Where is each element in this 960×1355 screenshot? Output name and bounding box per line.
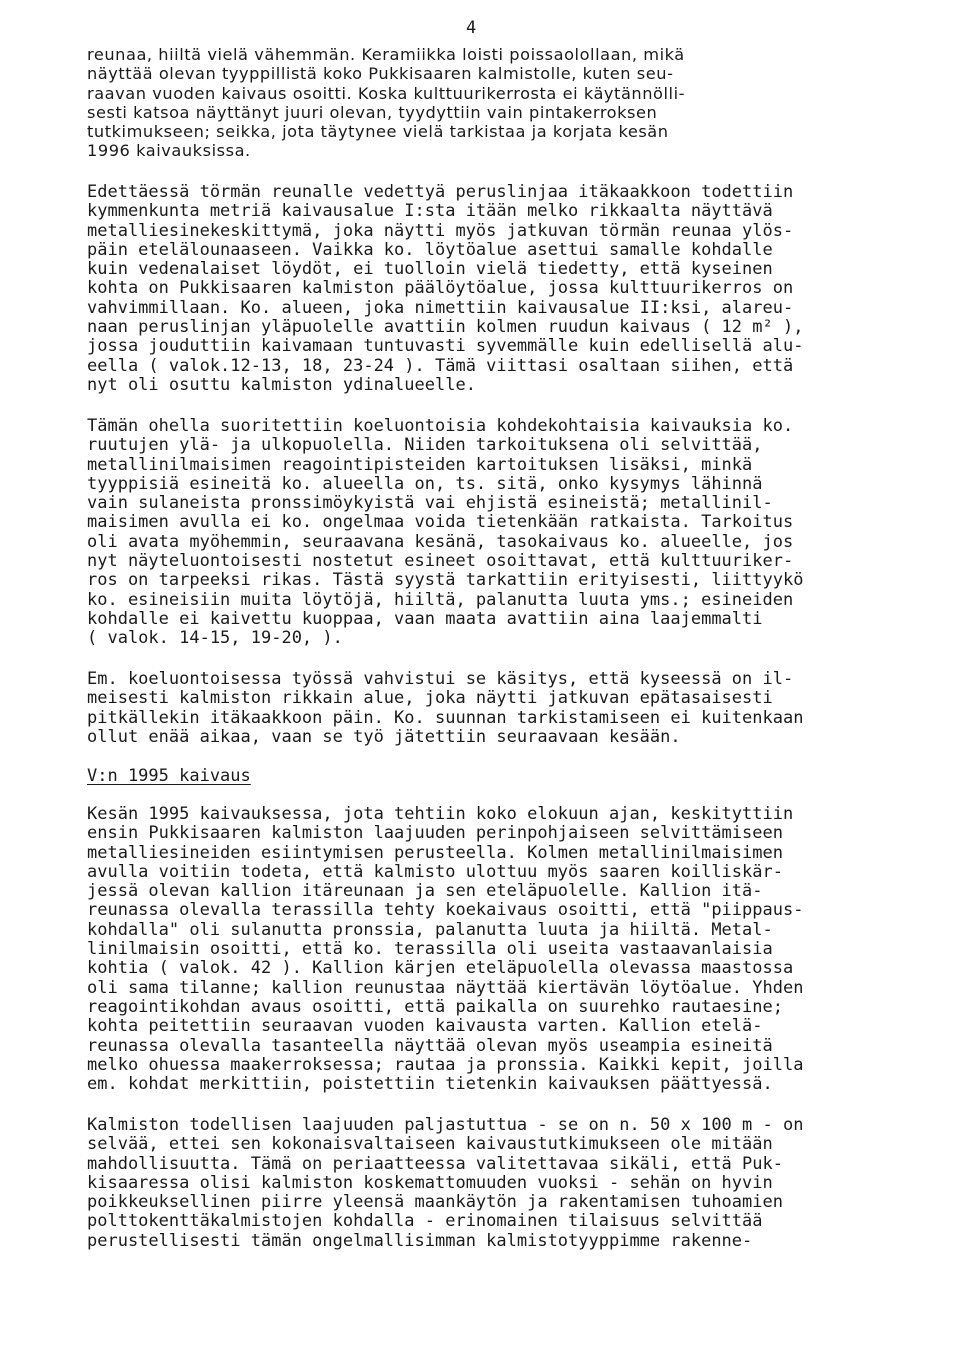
text-line: reagointikohdan avaus osoitti, että paikalla on suurehko rautaesine;	[87, 996, 783, 1017]
text-line: kohdalla" oli sulanutta pronssia, palanutta luuta ja hiiltä. Metal-	[87, 919, 773, 940]
text-line: ( valok. 14-15, 19-20, ).	[87, 628, 343, 649]
text-line: polttokenttäkalmistojen kohdalla - erinomainen tilaisuus selvittää	[87, 1211, 763, 1232]
text-line: Kesän 1995 kaivauksessa, jota tehtiin koko elokuun ajan, keskityttiin	[87, 804, 794, 824]
text-line: ko. esineisiin muita löytöjä, hiiltä, palanutta luuta yms.; esineiden	[87, 589, 794, 610]
page-number: 4	[466, 18, 477, 38]
text-line: kymmenkunta metriä kaivausalue I:sta itään melko rikkaalta näyttävä	[87, 201, 773, 222]
text-line: vahvimmillaan. Ko. alueen, joka nimettiin kaivausalue II:ksi, alareu-	[87, 297, 794, 318]
text-line: ollut enää aikaa, vaan se työ jätettiin seuraavaan kesään.	[87, 726, 681, 747]
text-line: Kalmiston todellisen laajuuden paljastuttua - se on n. 50 x 100 m - on	[87, 1115, 804, 1135]
text-line: kohta on Pukkisaaren kalmiston päälöytöalue, jossa kulttuurikerros on	[87, 278, 794, 299]
text-line: Tämän ohella suoritettiin koeluontoisia kohdekohtaisia kaivauksia ko.	[87, 416, 794, 436]
text-line: kohta peitettiin seuraavan vuoden kaivausta varten. Kallion etelä-	[87, 1016, 763, 1037]
text-line: näyttää olevan tyyppillistä koko Pukkisaaren kalmistolle, kuten seu-	[87, 64, 674, 84]
text-line: poikkeuksellinen piirre yleensä maankäytön ja rakentamisen tuhoamien	[87, 1192, 783, 1213]
text-line: meisesti kalmiston rikkain alue, joka näytti jatkuvan epätasaisesti	[87, 688, 773, 709]
text-line: kohtia ( valok. 42 ). Kallion kärjen eteläpuolella olevassa maastossa	[87, 958, 794, 979]
text-line: kuin vedenalaiset löydöt, ei tuolloin vielä tiedetty, että kyseinen	[87, 259, 773, 280]
text-line: Edettäessä törmän reunalle vedettyä peruslinjaa itäkaakkoon todettiin	[87, 182, 794, 202]
text-line: nyt näyteluontoisesti nostetut esineet osoittavat, että kulttuuriker-	[87, 551, 794, 572]
text-line: ros on tarpeeksi rikas. Tästä syystä tarkattiin erityisesti, liittyykö	[87, 570, 804, 591]
text-line: linilmaisin osoitti, että ko. terassilla oli useita vastaavanlaisia	[87, 939, 773, 960]
paragraph-3	[87, 417, 917, 649]
text-line: raavan vuoden kaivaus osoitti. Koska kulttuurikerrosta ei käytännölli-	[87, 83, 686, 103]
section-heading: V:n 1995 kaivaus	[87, 766, 251, 786]
text-line: em. kohdat merkittiin, poistettiin tietenkin kaivauksen päättyessä.	[87, 1074, 773, 1095]
text-line: kisaaressa olisi kalmiston koskemattomuuden vuoksi - sehän on hyvin	[87, 1172, 773, 1193]
text-line: sesti katsoa näyttänyt juuri olevan, tyydyttiin vain pintakerroksen	[87, 102, 658, 122]
text-line: melko ohuessa maakerroksessa; rautaa ja pronssia. Kaikki kepit, joilla	[87, 1054, 804, 1075]
text-line: kohdalle ei kaivettu kuoppaa, vaan maata avattiin aina laajemmalti	[87, 608, 763, 629]
text-line: naan peruslinjan yläpuolelle avattiin kolmen ruudun kaivaus ( 12 m² ),	[87, 317, 804, 338]
text-line: metallinilmaisimen reagointipisteiden kartoituksen lisäksi, minkä	[87, 454, 753, 475]
text-line: nyt oli osuttu kalmiston ydinalueelle.	[87, 374, 476, 395]
text-line: vain sulaneista pronssimöykyistä vai ehjistä esineistä; metallinil-	[87, 493, 773, 514]
text-line: reunaa, hiiltä vielä vähemmän. Keramiikka loisti poissaolollaan, mikä	[87, 45, 685, 64]
text-line: jessä olevan kallion itäreunaan ja sen eteläpuolelle. Kallion itä-	[87, 881, 763, 902]
text-line: selvää, ettei sen kokonaisvaltaiseen kaivaustutkimukseen ole mitään	[87, 1134, 773, 1155]
text-line: mahdollisuutta. Tämä on periaatteessa valitettavaa sikäli, että Puk-	[87, 1153, 783, 1174]
paragraph-2	[87, 183, 917, 395]
text-line: päin etelälounaaseen. Vaikka ko. löytöalue asettui samalle kohdalle	[87, 239, 773, 260]
text-line: metalliesineiden esiintymisen perusteella. Kolmen metallinilmaisimen	[87, 842, 783, 863]
text-line: reunassa olevalla tasanteella näyttää olevan myös useampia esineitä	[87, 1035, 773, 1056]
text-line: reunassa olevalla terassilla tehty koekaivaus osoitti, että "piippaus-	[87, 900, 804, 921]
text-line: tyyppisiä esineitä ko. alueella on, ts. sitä, onko kysymys lähinnä	[87, 473, 763, 494]
text-line: maisimen avulla ei ko. ongelmaa voida tietenkään ratkaista. Tarkoitus	[87, 512, 794, 533]
text-line: tutkimukseen; seikka, jota täytynee vielä tarkistaa ja korjata kesän	[87, 122, 669, 142]
text-line: eella ( valok.12-13, 18, 23-24 ). Tämä viittasi osaltaan siihen, että	[87, 355, 794, 376]
text-line: ruutujen ylä- ja ulkopuolella. Niiden tarkoituksena oli selvittää,	[87, 435, 763, 456]
paragraph-4	[87, 670, 917, 747]
text-line: perustellisesti tämän ongelmallisimman kalmistotyyppimme rakenne-	[87, 1230, 753, 1251]
text-line: oli sama tilanne; kallion reunustaa näyttää kiertävän löytöalue. Yhden	[87, 977, 804, 998]
paragraph-1	[87, 45, 917, 161]
text-line: jossa jouduttiin kaivamaan tuntuvasti syvemmälle kuin edellisellä alu-	[87, 336, 804, 357]
text-line: pitkällekin itäkaakkoon päin. Ko. suunnan tarkistamiseen ei kuitenkaan	[87, 707, 804, 728]
paragraph-5	[87, 805, 917, 1094]
text-line: oli avata myöhemmin, seuraavana kesänä, tasokaivaus ko. alueelle, jos	[87, 531, 794, 552]
text-line: Em. koeluontoisessa työssä vahvistui se käsitys, että kyseessä on il-	[87, 669, 794, 689]
text-line: 1996 kaivauksissa.	[87, 141, 251, 161]
text-line: ensin Pukkisaaren kalmiston laajuuden perinpohjaiseen selvittämiseen	[87, 823, 783, 844]
text-line: avulla voitiin todeta, että kalmisto ulottuu myös saaren koilliskär-	[87, 861, 783, 882]
text-line: metalliesinekeskittymä, joka näytti myös jatkuvan törmän reunaa ylös-	[87, 220, 794, 241]
paragraph-6	[87, 1116, 917, 1251]
